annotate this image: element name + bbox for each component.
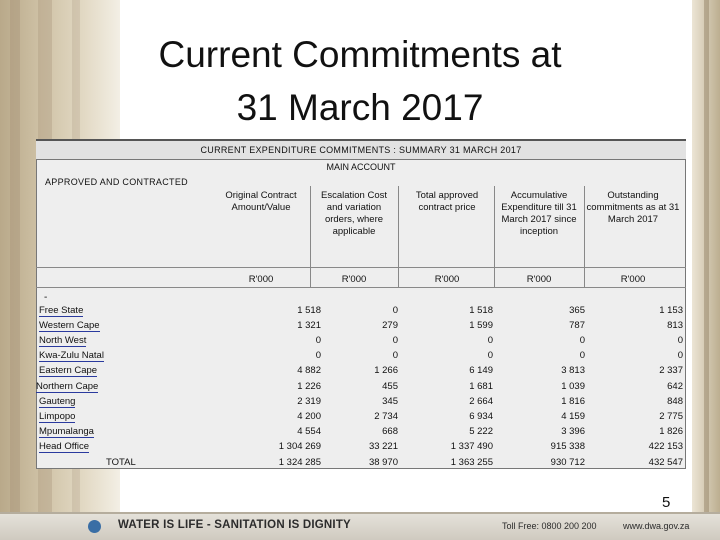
cell-escalation: 2 734 xyxy=(374,411,398,422)
footer-website: www.dwa.gov.za xyxy=(623,521,690,531)
cell-total-approved: 0 xyxy=(487,350,493,361)
col-header-outstanding-commitments: Outstanding commitments as at 31 March 2017 xyxy=(586,190,680,225)
table-band-subtitle: MAIN ACCOUNT xyxy=(36,159,686,175)
cell-accumulative: 930 712 xyxy=(550,457,585,468)
cell-escalation: 0 xyxy=(392,305,398,316)
table-band-title: CURRENT EXPENDITURE COMMITMENTS : SUMMARY 31 MARCH 2017 xyxy=(36,139,686,159)
page-number: 5 xyxy=(662,494,671,511)
cell-outstanding: 0 xyxy=(677,335,683,346)
cell-original: 0 xyxy=(315,350,321,361)
table-row xyxy=(36,364,686,379)
table-row xyxy=(36,380,686,395)
header-rule xyxy=(36,267,686,268)
table-row xyxy=(36,319,686,334)
cell-total-approved: 6 934 xyxy=(469,411,493,422)
cell-total-approved: 1 363 255 xyxy=(450,457,493,468)
slide-title xyxy=(120,28,600,134)
cell-original: 4 200 xyxy=(297,411,321,422)
cell-outstanding: 813 xyxy=(667,320,683,331)
province-link[interactable]: Mpumalanga xyxy=(39,426,94,437)
cell-accumulative: 0 xyxy=(579,335,585,346)
slide-title-line1: Current Commitments at xyxy=(158,34,562,75)
cell-original: 1 324 285 xyxy=(278,457,321,468)
province-link[interactable]: Gauteng xyxy=(39,396,76,407)
cell-total-approved: 1 337 490 xyxy=(450,441,493,452)
cell-outstanding: 0 xyxy=(677,350,683,361)
cell-escalation: 0 xyxy=(392,335,398,346)
row-marker: - xyxy=(44,292,48,303)
table-row xyxy=(36,304,686,319)
province-link[interactable]: Eastern Cape xyxy=(39,365,98,376)
cell-original: 1 226 xyxy=(297,381,321,392)
col-header-original-contract: Original Contract Amount/Value xyxy=(225,190,297,213)
slide-title-line2: 31 March 2017 xyxy=(236,87,484,128)
cell-outstanding: 1 153 xyxy=(659,305,683,316)
table-row xyxy=(36,440,686,455)
cell-outstanding: 2 775 xyxy=(659,411,683,422)
province-link[interactable]: Free State xyxy=(39,305,84,316)
table-row xyxy=(36,334,686,349)
cell-original: 4 882 xyxy=(297,365,321,376)
col-unit: R'000 xyxy=(248,274,274,285)
cell-escalation: 0 xyxy=(392,350,398,361)
footer-bar xyxy=(0,512,720,540)
table-row xyxy=(36,349,686,364)
table-row xyxy=(36,410,686,425)
province-link[interactable]: North West xyxy=(39,335,87,346)
cell-escalation: 345 xyxy=(382,396,398,407)
cell-accumulative: 365 xyxy=(569,305,585,316)
cell-accumulative: 1 039 xyxy=(561,381,585,392)
cell-accumulative: 915 338 xyxy=(550,441,585,452)
cell-accumulative: 4 159 xyxy=(561,411,585,422)
cell-accumulative: 3 813 xyxy=(561,365,585,376)
cell-escalation: 33 221 xyxy=(368,441,398,452)
total-label: TOTAL xyxy=(106,457,136,468)
cell-outstanding: 422 153 xyxy=(648,441,683,452)
col-unit: R'000 xyxy=(526,274,552,285)
col-unit: R'000 xyxy=(341,274,367,285)
water-drop-icon xyxy=(88,520,101,533)
cell-original: 1 321 xyxy=(297,320,321,331)
cell-original: 1 304 269 xyxy=(278,441,321,452)
table-row xyxy=(36,395,686,410)
footer-toll-free: Toll Free: 0800 200 200 xyxy=(502,521,597,531)
cell-outstanding: 432 547 xyxy=(648,457,683,468)
cell-original: 0 xyxy=(315,335,321,346)
cell-outstanding: 2 337 xyxy=(659,365,683,376)
cell-total-approved: 2 664 xyxy=(469,396,493,407)
cell-accumulative: 3 396 xyxy=(561,426,585,437)
cell-escalation: 1 266 xyxy=(374,365,398,376)
cell-escalation: 455 xyxy=(382,381,398,392)
col-header-accumulative-expenditure: Accumulative Expenditure till 31 March 2017 since inception xyxy=(501,190,577,237)
cell-original: 2 319 xyxy=(297,396,321,407)
column-divider xyxy=(398,186,399,288)
cell-accumulative: 0 xyxy=(579,350,585,361)
section-label: APPROVED AND CONTRACTED xyxy=(45,177,188,187)
cell-escalation: 38 970 xyxy=(368,457,398,468)
cell-original: 1 518 xyxy=(297,305,321,316)
cell-escalation: 668 xyxy=(382,426,398,437)
column-divider xyxy=(310,186,311,288)
cell-total-approved: 5 222 xyxy=(469,426,493,437)
cell-total-approved: 6 149 xyxy=(469,365,493,376)
col-header-total-approved: Total approved contract price xyxy=(415,190,479,213)
cell-total-approved: 1 681 xyxy=(469,381,493,392)
col-unit: R'000 xyxy=(620,274,646,285)
province-link[interactable]: Limpopo xyxy=(39,411,76,422)
footer-tagline: WATER IS LIFE - SANITATION IS DIGNITY xyxy=(118,519,351,531)
cell-outstanding: 642 xyxy=(667,381,683,392)
cell-escalation: 279 xyxy=(382,320,398,331)
table-total-row xyxy=(36,456,686,471)
cell-accumulative: 787 xyxy=(569,320,585,331)
cell-total-approved: 1 518 xyxy=(469,305,493,316)
col-header-escalation-cost: Escalation Cost and variation orders, where applicable xyxy=(320,190,387,237)
province-link[interactable]: Northern Cape xyxy=(36,381,99,392)
cell-outstanding: 848 xyxy=(667,396,683,407)
province-link[interactable]: Head Office xyxy=(39,441,89,452)
province-link[interactable]: Western Cape xyxy=(39,320,100,331)
province-link[interactable]: Kwa-Zulu Natal xyxy=(39,350,104,361)
table-row xyxy=(36,425,686,440)
cell-total-approved: 0 xyxy=(487,335,493,346)
cell-original: 4 554 xyxy=(297,426,321,437)
cell-total-approved: 1 599 xyxy=(469,320,493,331)
cell-accumulative: 1 816 xyxy=(561,396,585,407)
col-unit: R'000 xyxy=(434,274,460,285)
cell-outstanding: 1 826 xyxy=(659,426,683,437)
right-decorative-image xyxy=(692,0,720,512)
unit-rule xyxy=(36,287,686,288)
